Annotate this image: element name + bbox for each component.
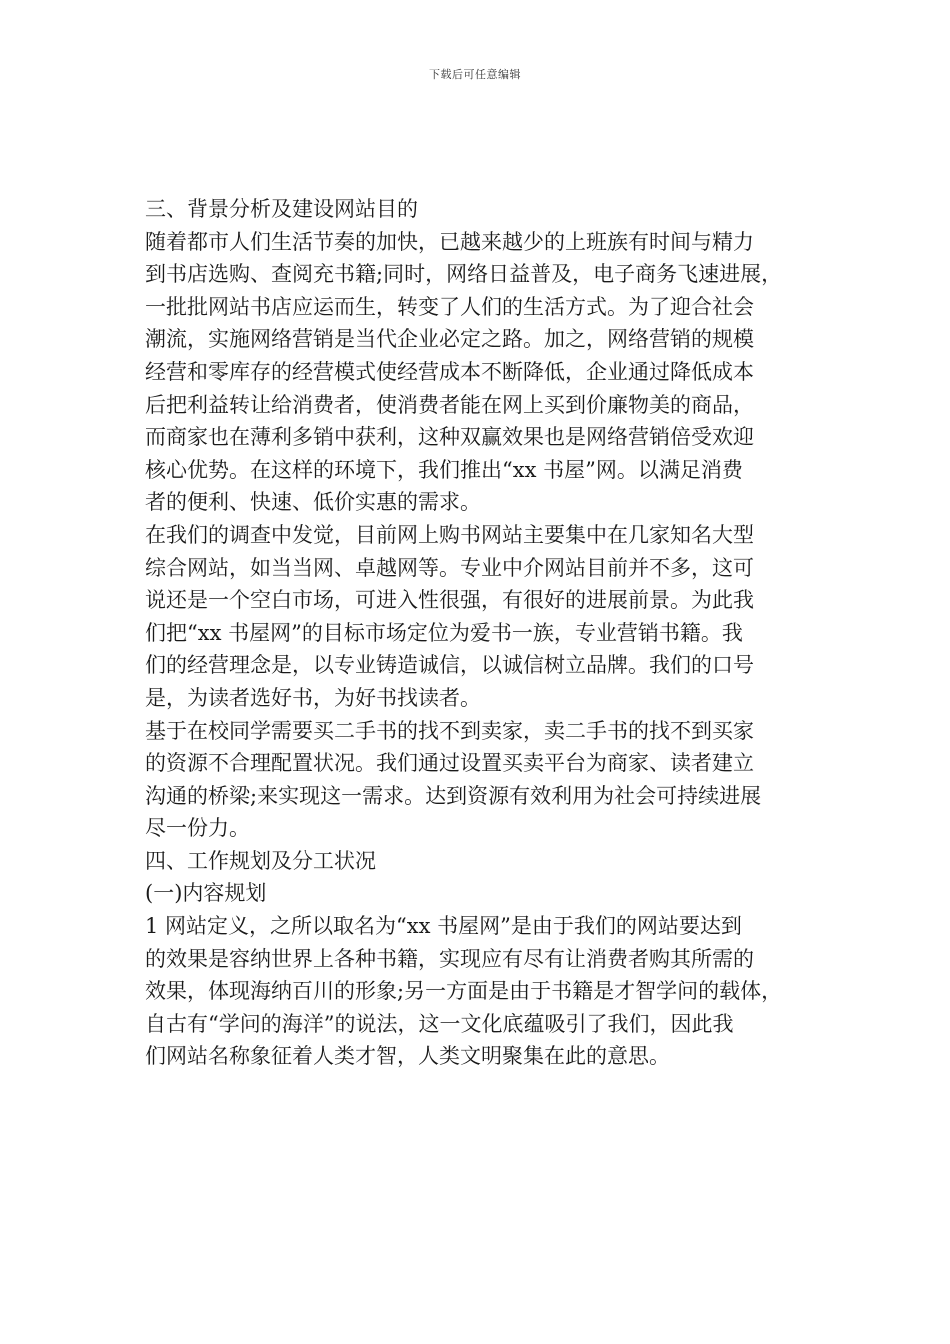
text-line: 们的经营理念是，以专业铸造诚信，以诚信树立品牌。我们的口号 [145, 653, 754, 678]
paragraph-line [145, 552, 825, 585]
text-line: 自古有“学问的海洋”的说法，这一文化底蕴吸引了我们，因此我 [145, 1011, 734, 1036]
paragraph-line [145, 258, 825, 291]
paragraph-line [145, 780, 825, 813]
text-line: 而商家也在薄利多销中获利，这种双赢效果也是网络营销倍受欢迎 [145, 425, 754, 450]
text-line: 者的便利、快速、低价实惠的需求。 [145, 490, 481, 515]
text-line: 后把利益转让给消费者，使消费者能在网上买到价廉物美的商品， [145, 392, 754, 417]
section-heading [145, 845, 825, 878]
text-line: 三、背景分析及建设网站目的 [145, 197, 418, 221]
page-header: 下载后可任意编辑 [429, 68, 521, 81]
paragraph-line [145, 454, 825, 487]
document-body [145, 193, 825, 1073]
text-line: 们把“xx 书屋网”的目标市场定位为爱书一族，专业营销书籍。我 [145, 620, 743, 645]
paragraph-line [145, 421, 825, 454]
paragraph-line [145, 910, 825, 943]
paragraph-line [145, 715, 825, 748]
paragraph-line [145, 291, 825, 324]
text-line: 效果，体现海纳百川的形象;另一方面是由于书籍是才智学问的载体， [145, 979, 783, 1004]
paragraph-line [145, 356, 825, 389]
paragraph-line [145, 389, 825, 422]
text-line: 随着都市人们生活节奏的加快，已越来越少的上班族有时间与精力 [145, 229, 754, 254]
paragraph-line [145, 649, 825, 682]
paragraph-line [145, 617, 825, 650]
paragraph-line [145, 1008, 825, 1041]
paragraph-line [145, 486, 825, 519]
paragraph-line [145, 323, 825, 356]
text-line: 到书店选购、查阅充书籍;同时，网络日益普及，电子商务飞速进展， [145, 262, 783, 287]
text-line: 尽一份力。 [145, 816, 250, 841]
paragraph-line [145, 747, 825, 780]
paragraph-line [145, 943, 825, 976]
paragraph-line [145, 519, 825, 552]
paragraph-line [145, 682, 825, 715]
text-line: 沟通的桥梁;来实现这一需求。达到资源有效利用为社会可持续进展 [145, 783, 762, 808]
text-line: 潮流，实施网络营销是当代企业必定之路。加之，网络营销的规模 [145, 327, 754, 352]
text-line: 们网站名称象征着人类才智，人类文明聚集在此的意思。 [145, 1044, 670, 1069]
text-line: 的资源不合理配置状况。我们通过设置买卖平台为商家、读者建立 [145, 751, 754, 776]
paragraph-line [145, 226, 825, 259]
paragraph-line [145, 584, 825, 617]
text-line: 基于在校同学需要买二手书的找不到卖家，卖二手书的找不到买家 [145, 718, 754, 743]
text-line: 四、工作规划及分工状况 [145, 848, 376, 873]
text-line: 一批批网站书店应运而生，转变了人们的生活方式。为了迎合社会 [145, 294, 754, 319]
paragraph-line [145, 975, 825, 1008]
paragraph-line [145, 1040, 825, 1073]
section-heading [145, 193, 825, 226]
text-line: (一)内容规划 [145, 881, 267, 906]
subsection-heading [145, 877, 825, 910]
text-line: 1 网站定义，之所以取名为“xx 书屋网”是由于我们的网站要达到 [145, 914, 742, 939]
text-line: 在我们的调查中发觉，目前网上购书网站主要集中在几家知名大型 [145, 522, 754, 547]
text-line: 综合网站，如当当网、卓越网等。专业中介网站目前并不多，这可 [145, 555, 754, 580]
text-line: 是，为读者选好书，为好书找读者。 [145, 685, 481, 710]
text-line: 核心优势。在这样的环境下，我们推出“xx 书屋”网。以满足消费 [145, 457, 743, 482]
text-line: 说还是一个空白市场，可进入性很强，有很好的进展前景。为此我 [145, 588, 754, 613]
paragraph-line [145, 812, 825, 845]
text-line: 经营和零库存的经营模式使经营成本不断降低，企业通过降低成本 [145, 359, 754, 384]
text-line: 的效果是容纳世界上各种书籍，实现应有尽有让消费者购其所需的 [145, 946, 754, 971]
